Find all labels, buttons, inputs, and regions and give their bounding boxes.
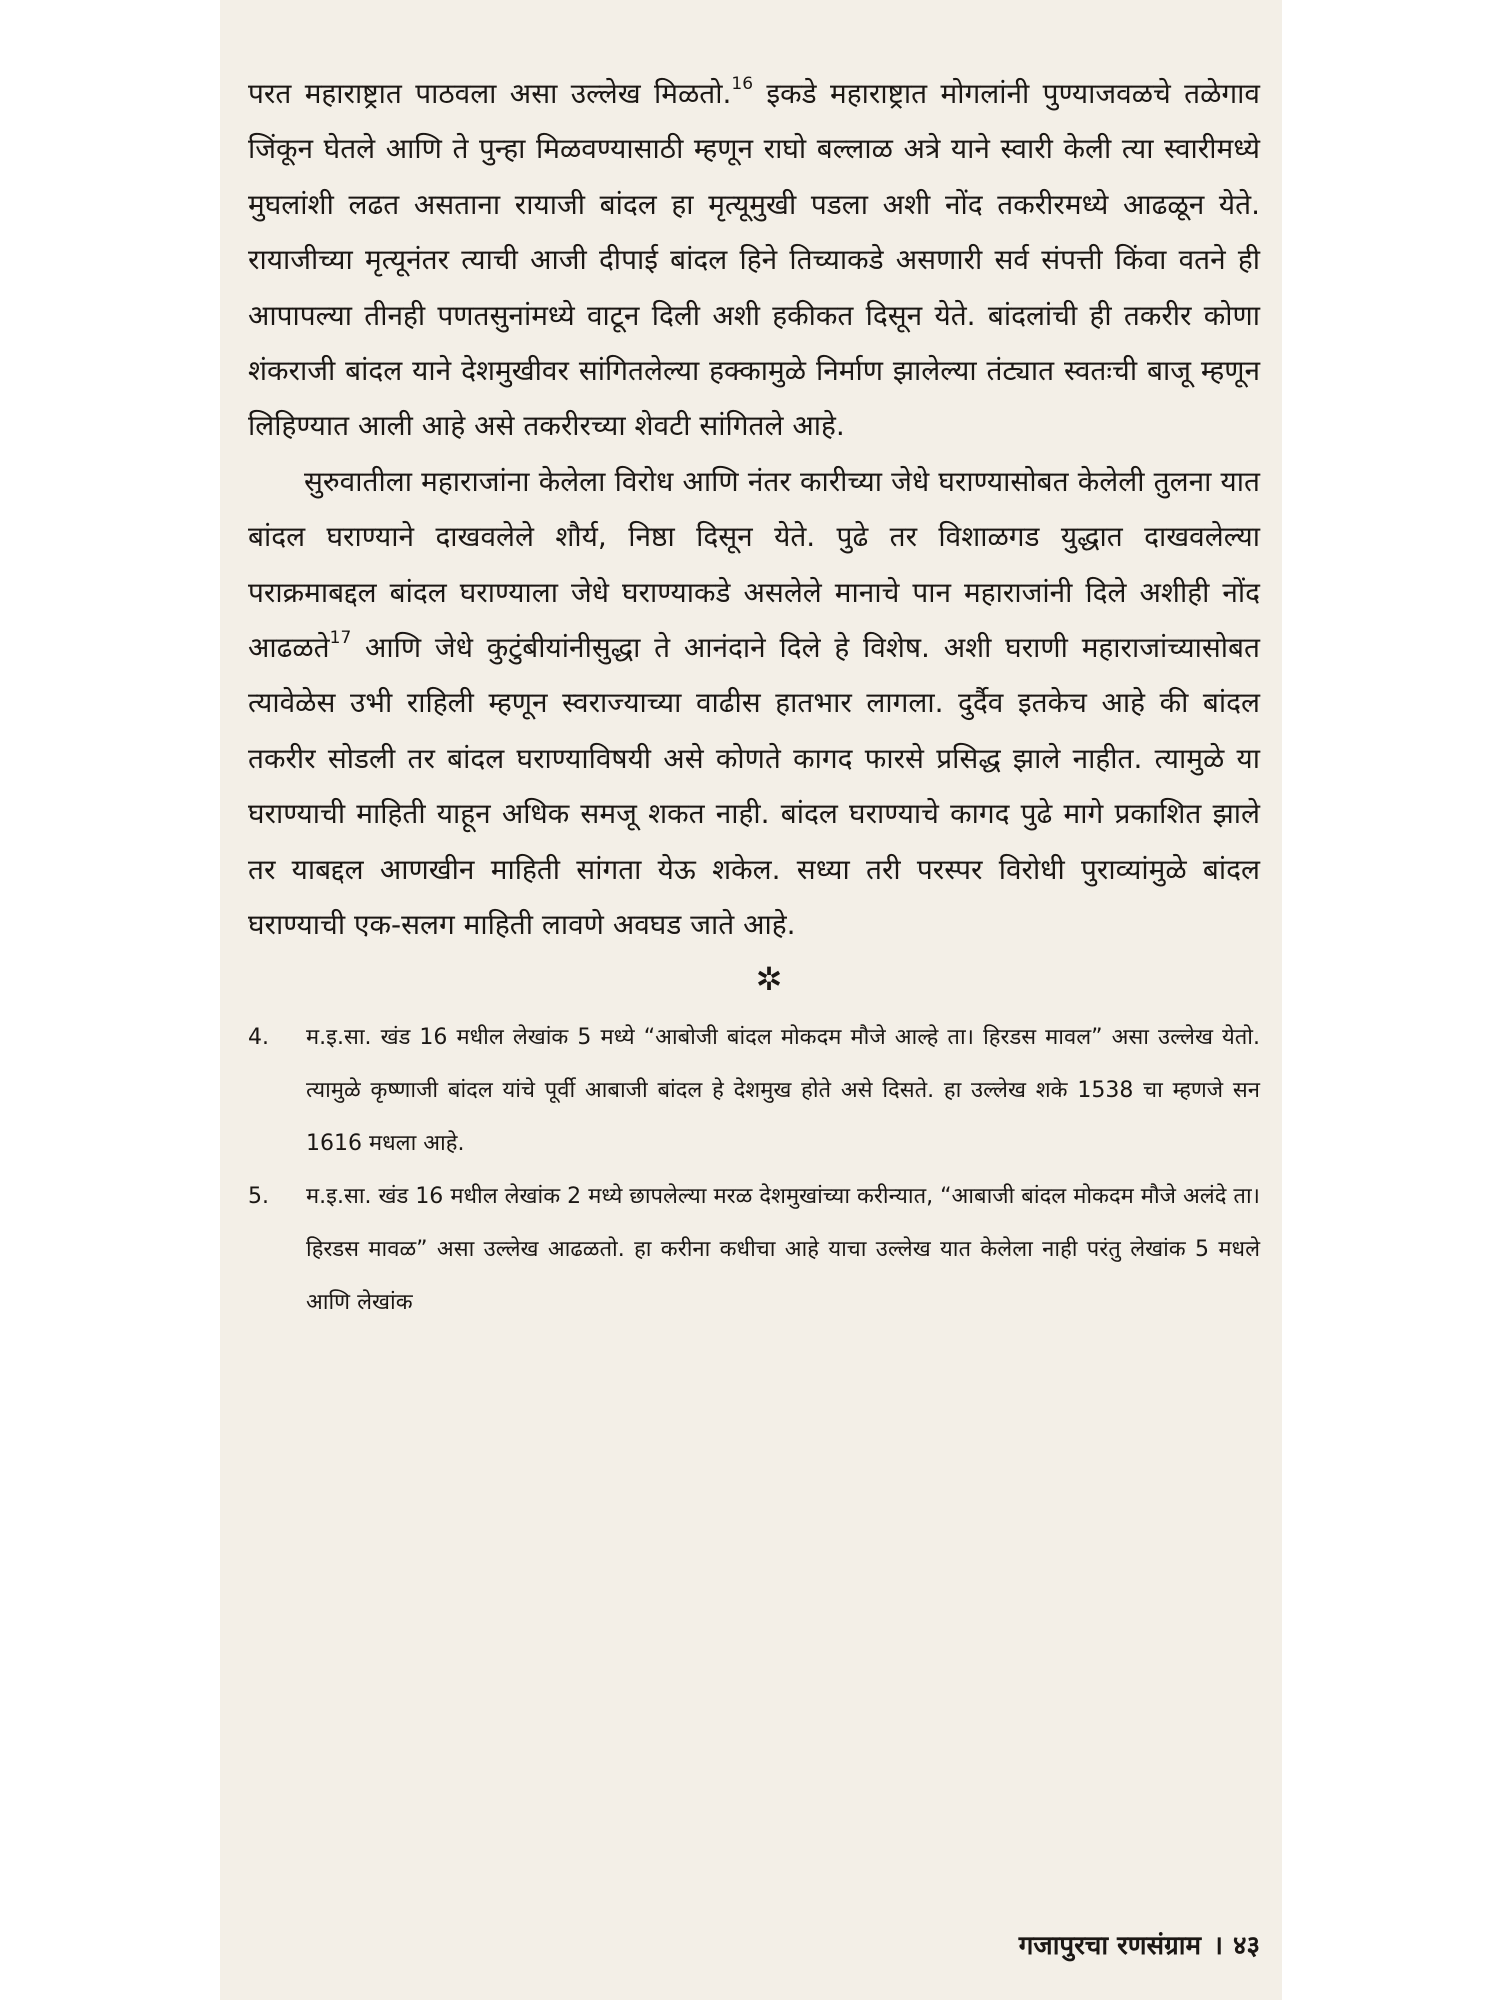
page-number: ४३ — [1232, 1931, 1260, 1961]
footer-separator: । — [1213, 1931, 1223, 1961]
footnote-5 — [248, 1170, 1260, 1329]
body-paragraph-1 — [248, 66, 1260, 454]
footnote-text: म.इ.सा. खंड 16 मधील लेखांक 2 मध्ये छापलेल्या मरळ देशमुखांच्या करीन्यात, “आबाजी बांदल मोकदम मौजे अलंदे ता। हिरडस मावळ” असा उल्लेख आढळतो. हा करीना कधीचा आहे याचा उल्लेख यात केलेला नाही परंतु लेखांक 5 मधले आणि लेखांक — [306, 1183, 1260, 1315]
footnote-4 — [248, 1011, 1260, 1170]
paragraph-2-continuation: आणि जेधे कुटुंबीयांनीसुद्धा ते आनंदाने दिले हे विशेष. अशी घराणी महाराजांच्यासोबत त्यावेळेस उभी राहिली म्हणून स्वराज्याच्या वाढीस हातभार लागला. दुर्दैव इतकेच आहे की बांदल तकरीर सोडली तर बांदल घराण्याविषयी असे कोणते कागद फारसे प्रसिद्ध झाले नाहीत. त्यामुळे या घराण्याची माहिती याहून अधिक समजू शकत नाही. बांदल घराण्याचे कागद पुढे मागे प्रकाशित झाले तर याबद्दल आणखीन माहिती सांगता येऊ शकेल. सध्या तरी परस्पर विरोधी पुराव्यांमुळे बांदल घराण्याची एक-सलग माहिती लावणे अवघड जाते आहे. — [248, 631, 1260, 942]
paragraph-1-text: परत महाराष्ट्रात पाठवला असा उल्लेख मिळतो. — [248, 77, 732, 110]
book-page — [220, 0, 1282, 2000]
footnote-number: 5. — [248, 1183, 269, 1209]
body-paragraph-2 — [248, 454, 1260, 953]
footnote-ref-17: 17 — [329, 628, 352, 649]
page-footer — [1019, 1926, 1260, 1962]
paragraph-1-continuation: इकडे महाराष्ट्रात मोगलांनी पुण्याजवळचे तळेगाव जिंकून घेतले आणि ते पुन्हा मिळवण्यासाठी म्हणून राघो बल्लाळ अत्रे याने स्वारी केली त्या स्वारीमध्ये मुघलांशी लढत असताना रायाजी बांदल हा मृत्यूमुखी पडला अशी नोंद तकरीरमध्ये आढळून येते. रायाजीच्या मृत्यूनंतर त्याची आजी दीपाई बांदल हिने तिच्याकडे असणारी सर्व संपत्ती किंवा वतने ही आपापल्या तीनही पणतसुनांमध्ये वाटून दिली अशी हकीकत दिसून येते. बांदलांची ही तकरीर कोणा शंकराजी बांदल याने देशमुखीवर सांगितलेल्या हक्कामुळे निर्माण झालेल्या तंट्यात स्वतःची बाजू म्हणून लिहिण्यात आली आहे असे तकरीरच्या शेवटी सांगितले आहे. — [248, 77, 1260, 443]
footnote-text: म.इ.सा. खंड 16 मधील लेखांक 5 मध्ये “आबोजी बांदल मोकदम मौजे आल्हे ता। हिरडस मावल” असा उल्लेख येतो. त्यामुळे कृष्णाजी बांदल यांचे पूर्वी आबाजी बांदल हे देशमुख होते असे दिसते. हा उल्लेख शके 1538 चा म्हणजे सन 1616 मधला आहे. — [306, 1024, 1260, 1156]
footnote-number: 4. — [248, 1024, 269, 1050]
footnotes-section — [248, 1011, 1260, 1329]
section-separator-asterisk: ✲ — [755, 959, 783, 998]
paragraph-2-text: सुरुवातीला महाराजांना केलेला विरोध आणि नंतर कारीच्या जेधे घराण्यासोबत केलेली तुलना यात बांदल घराण्याने दाखवलेले शौर्य, निष्ठा दिसून येते. पुढे तर विशाळगड युद्धात दाखवलेल्या पराक्रमाबद्दल बांदल घराण्याला जेधे घराण्याकडे असलेले मानाचे पान महाराजांनी दिले अशीही नोंद आढळते — [248, 464, 1260, 665]
book-title: गजापुरचा रणसंग्राम — [1018, 1931, 1202, 1961]
footnote-ref-16: 16 — [731, 74, 754, 94]
